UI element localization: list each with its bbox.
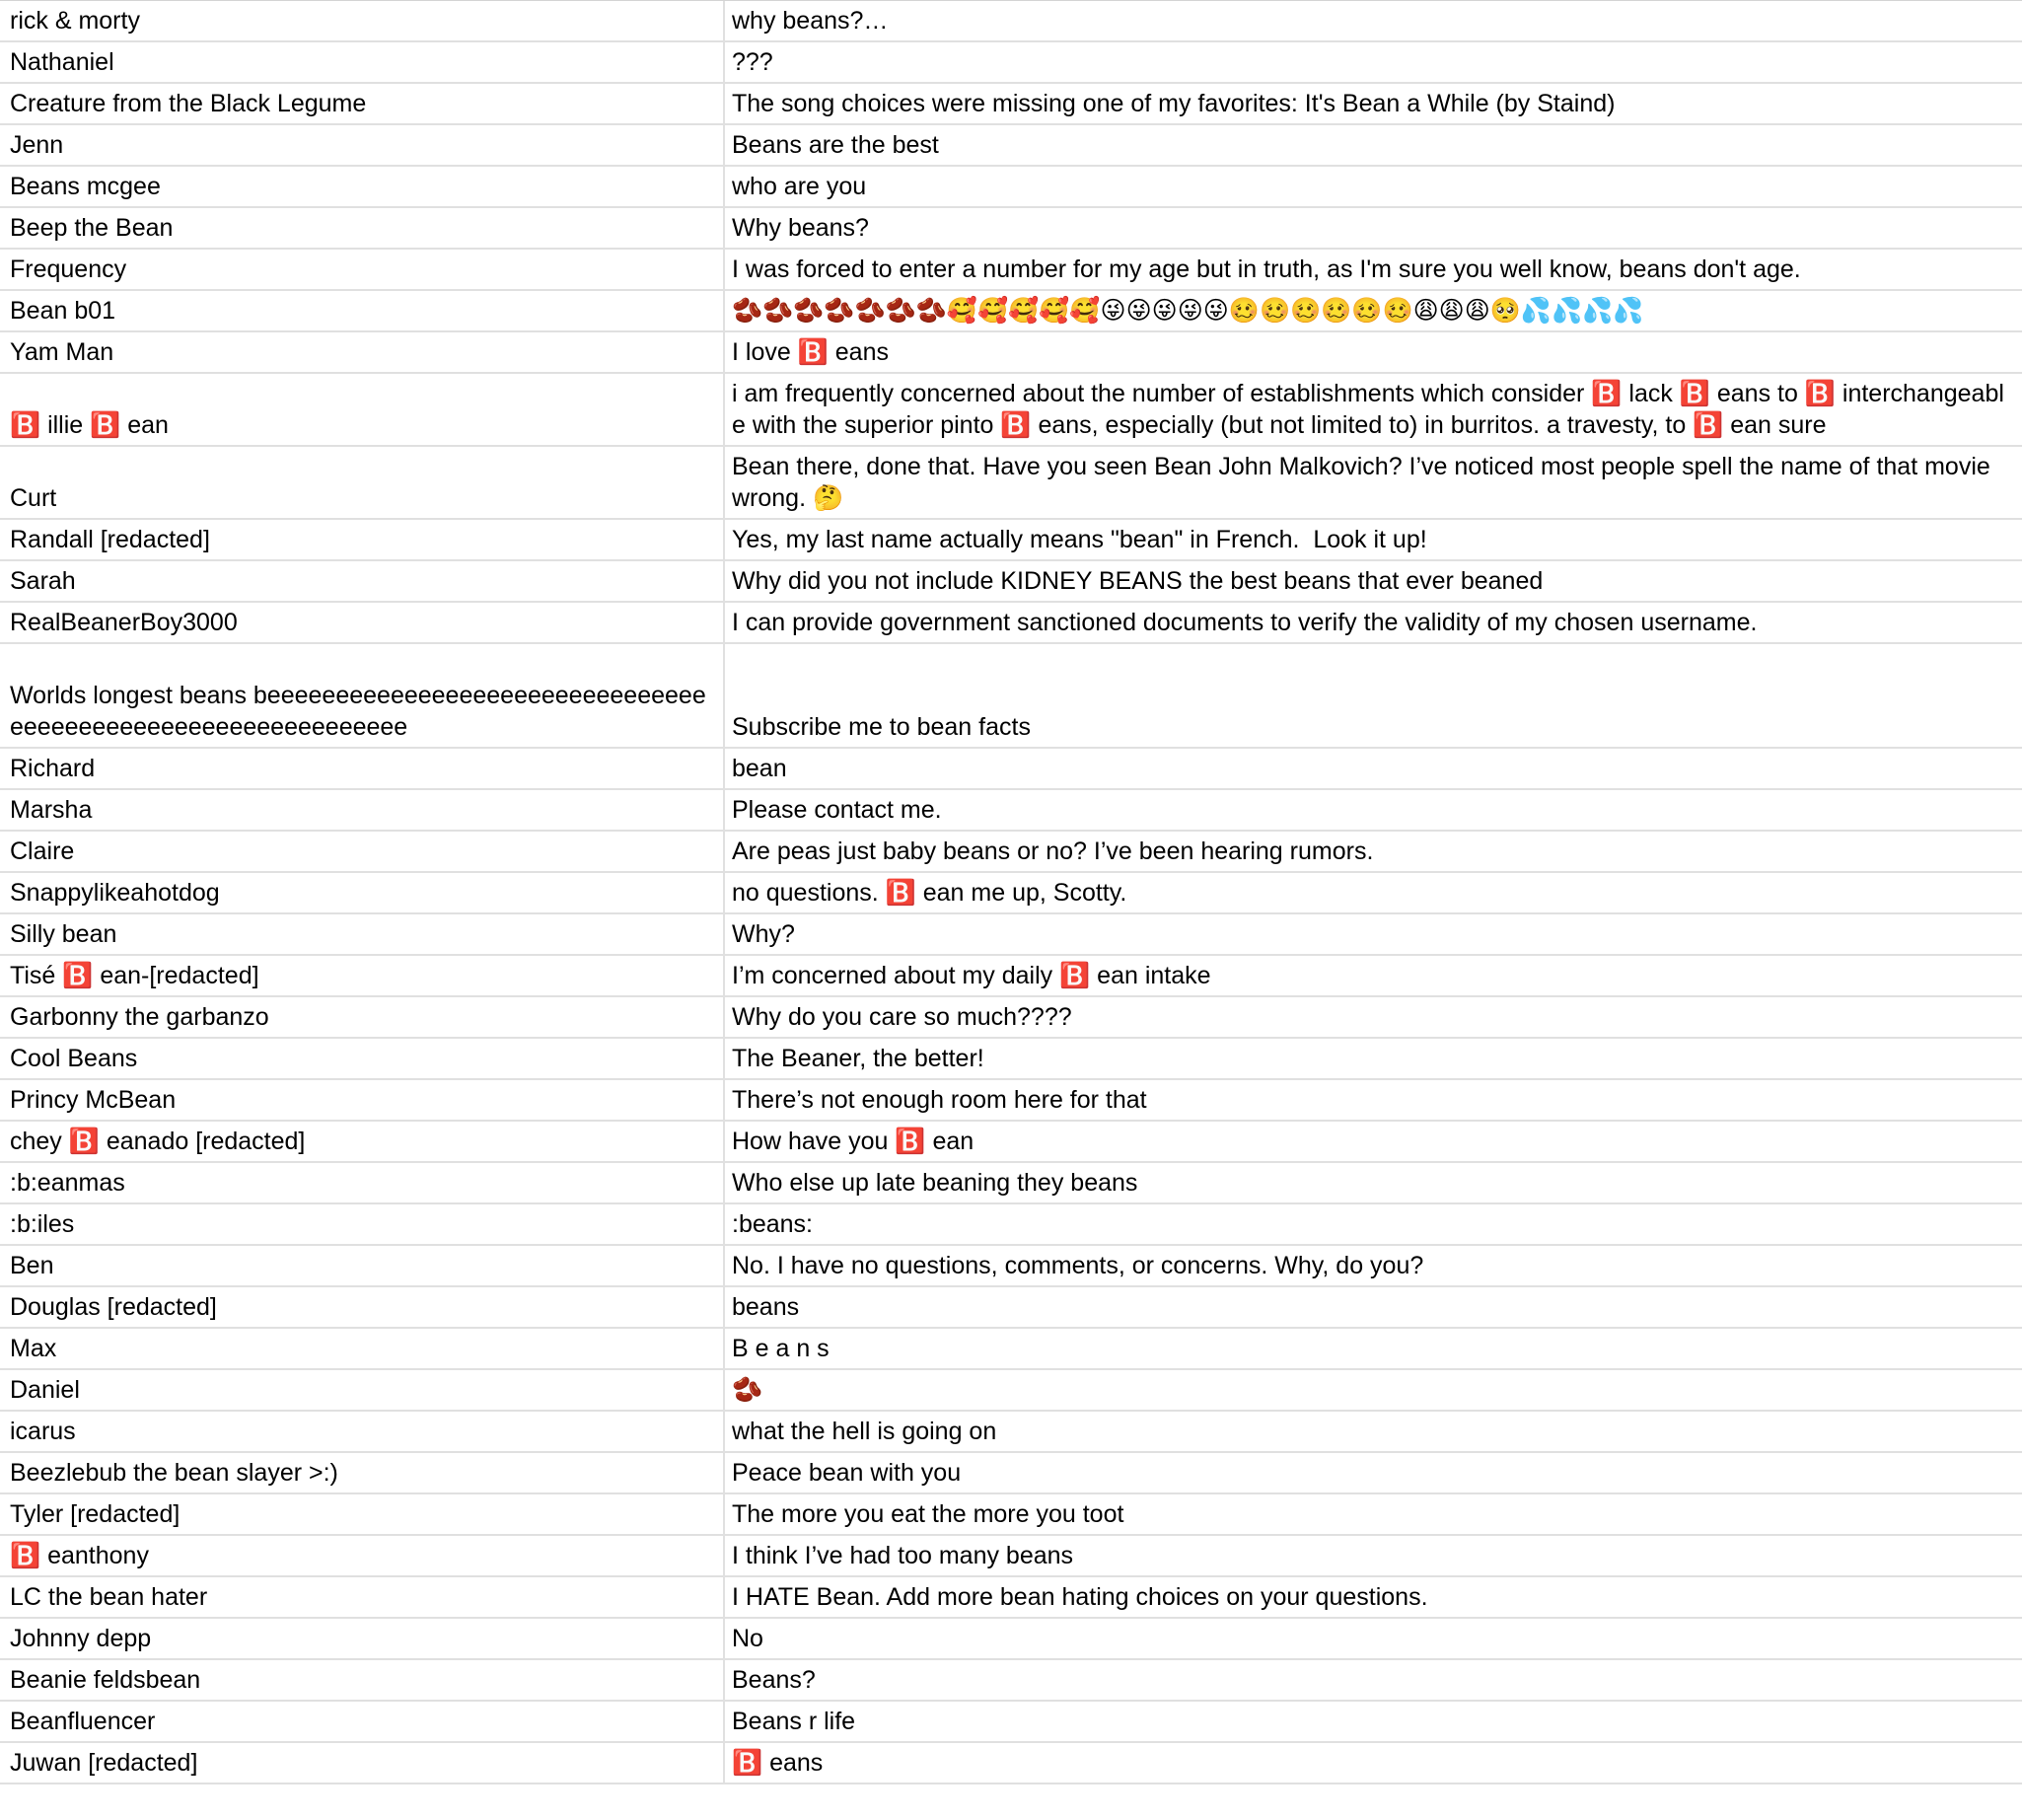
- comment-text: who are you: [732, 173, 867, 200]
- name-text: LC the bean hater: [10, 1583, 208, 1611]
- comment-text: B e a n s: [732, 1335, 830, 1362]
- name-cell[interactable]: [0, 1329, 725, 1368]
- name-text: Cool Beans: [10, 1045, 138, 1072]
- comment-text: The song choices were missing one of my favorites: It's Bean a While (by Staind): [732, 90, 1616, 117]
- comment-text: I’m concerned about my daily 🅱️ ean intake: [732, 962, 1211, 989]
- name-text: Beep the Bean: [10, 214, 174, 242]
- comment-text: Yes, my last name actually means "bean" in French. Look it up!: [732, 526, 1427, 553]
- comment-cell[interactable]: [725, 1329, 2022, 1368]
- name-cell[interactable]: [0, 1370, 725, 1410]
- name-cell[interactable]: [0, 561, 725, 601]
- comment-cell[interactable]: [725, 1039, 2022, 1078]
- name-cell[interactable]: [0, 208, 725, 248]
- name-text: Snappylikeahotdog: [10, 879, 220, 907]
- name-cell[interactable]: [0, 332, 725, 372]
- name-text: Max: [10, 1335, 57, 1362]
- name-text: Beanie feldsbean: [10, 1666, 201, 1694]
- name-cell[interactable]: [0, 1122, 725, 1161]
- table-row: [0, 447, 2022, 520]
- name-text: Jenn: [10, 131, 64, 159]
- comment-text: I think I’ve had too many beans: [732, 1542, 1074, 1569]
- comment-text: Beans?: [732, 1666, 816, 1694]
- comment-cell[interactable]: [725, 520, 2022, 559]
- name-text: 🅱️ eanthony: [10, 1542, 149, 1569]
- comment-text: Why beans?: [732, 214, 869, 242]
- comment-cell[interactable]: [725, 1660, 2022, 1700]
- comment-cell[interactable]: [725, 84, 2022, 123]
- name-text: rick & morty: [10, 7, 140, 35]
- name-text: Claire: [10, 837, 75, 865]
- comment-cell[interactable]: [725, 1287, 2022, 1327]
- name-cell[interactable]: [0, 291, 725, 330]
- name-cell[interactable]: [0, 1453, 725, 1492]
- name-text: Richard: [10, 755, 96, 782]
- name-cell[interactable]: [0, 1287, 725, 1327]
- table-row: [0, 644, 2022, 749]
- comment-text: no questions. 🅱️ ean me up, Scotty.: [732, 879, 1127, 907]
- comment-cell[interactable]: [725, 1163, 2022, 1202]
- table-row: [0, 1702, 2022, 1743]
- name-cell[interactable]: [0, 1246, 725, 1285]
- name-cell[interactable]: [0, 1163, 725, 1202]
- name-text: chey 🅱️ eanado [redacted]: [10, 1128, 306, 1155]
- comment-text: why beans?…: [732, 7, 889, 35]
- table-row: [0, 1743, 2022, 1784]
- name-text: icarus: [10, 1418, 76, 1445]
- name-text: Beans mcgee: [10, 173, 161, 200]
- name-text: Juwan [redacted]: [10, 1749, 198, 1777]
- comment-cell[interactable]: [725, 1577, 2022, 1617]
- comment-cell[interactable]: [725, 125, 2022, 165]
- comment-cell[interactable]: [725, 1702, 2022, 1741]
- comment-cell[interactable]: [725, 1494, 2022, 1534]
- table-row: [0, 291, 2022, 332]
- comment-cell[interactable]: [725, 42, 2022, 82]
- table-row: [0, 1246, 2022, 1287]
- name-text: Beezlebub the bean slayer >:): [10, 1459, 338, 1487]
- table-row: [0, 1453, 2022, 1494]
- comment-text: Why did you not include KIDNEY BEANS the best beans that ever beaned: [732, 567, 1544, 595]
- table-row: [0, 1204, 2022, 1246]
- name-text: Yam Man: [10, 338, 114, 366]
- comment-cell[interactable]: [725, 332, 2022, 372]
- comment-cell[interactable]: [725, 167, 2022, 206]
- name-cell[interactable]: [0, 1660, 725, 1700]
- comment-text: I HATE Bean. Add more bean hating choices on your questions.: [732, 1583, 1428, 1611]
- name-text: Marsha: [10, 796, 93, 824]
- table-row: [0, 914, 2022, 956]
- name-cell[interactable]: [0, 832, 725, 871]
- comment-cell[interactable]: [725, 1536, 2022, 1575]
- name-cell[interactable]: [0, 956, 725, 995]
- comment-cell[interactable]: [725, 1246, 2022, 1285]
- name-cell[interactable]: [0, 447, 725, 518]
- comment-cell[interactable]: [725, 1453, 2022, 1492]
- comment-text: what the hell is going on: [732, 1418, 997, 1445]
- table-row: [0, 790, 2022, 832]
- comment-text: i am frequently concerned about the number of establishments which consider 🅱️ lack 🅱️ eans to 🅱️ interchangeable with the superior pinto 🅱️ eans, especially (but not limited to) in burritos. a travesty, to 🅱️ ean sure: [732, 380, 2004, 439]
- table-row: [0, 208, 2022, 250]
- comment-cell[interactable]: [725, 1370, 2022, 1410]
- comment-text: 🫘🫘🫘🫘🫘🫘🫘🥰🥰🥰🥰🥰😜😜😜😜😜🥴🥴🥴🥴🥴🥴😩😩😩🥺💦💦💦💦: [732, 297, 1644, 325]
- name-text: 🅱️ illie 🅱️ ean: [10, 411, 169, 439]
- name-cell[interactable]: [0, 1039, 725, 1078]
- name-cell[interactable]: [0, 84, 725, 123]
- table-row: [0, 125, 2022, 167]
- name-text: Frequency: [10, 255, 127, 283]
- table-row: [0, 374, 2022, 447]
- name-cell[interactable]: [0, 1204, 725, 1244]
- name-text: Sarah: [10, 567, 76, 595]
- table-row: [0, 250, 2022, 291]
- comment-cell[interactable]: [725, 1, 2022, 40]
- table-row: [0, 1287, 2022, 1329]
- comment-text: 🅱️ eans: [732, 1749, 824, 1777]
- name-text: Tisé 🅱️ ean-[redacted]: [10, 962, 259, 989]
- table-row: [0, 1329, 2022, 1370]
- name-text: :b:iles: [10, 1210, 75, 1238]
- name-cell[interactable]: [0, 42, 725, 82]
- name-cell[interactable]: [0, 873, 725, 912]
- table-row: [0, 749, 2022, 790]
- comment-text: :beans:: [732, 1210, 814, 1238]
- name-text: Garbonny the garbanzo: [10, 1003, 269, 1031]
- name-cell[interactable]: [0, 644, 725, 747]
- comment-cell[interactable]: [725, 644, 2022, 747]
- name-text: Silly bean: [10, 920, 117, 948]
- comment-cell[interactable]: [725, 1412, 2022, 1451]
- name-cell[interactable]: [0, 1, 725, 40]
- name-cell[interactable]: [0, 914, 725, 954]
- table-row: [0, 1536, 2022, 1577]
- comment-cell[interactable]: [725, 914, 2022, 954]
- table-row: [0, 1163, 2022, 1204]
- table-row: [0, 1039, 2022, 1080]
- comment-cell[interactable]: [725, 291, 2022, 330]
- table-row: [0, 167, 2022, 208]
- name-text: :b:eanmas: [10, 1169, 125, 1197]
- comment-cell[interactable]: [725, 1080, 2022, 1120]
- comment-cell[interactable]: [725, 832, 2022, 871]
- table-row: [0, 873, 2022, 914]
- name-text: RealBeanerBoy3000: [10, 609, 238, 636]
- comment-text: Subscribe me to bean facts: [732, 713, 1031, 741]
- table-row: [0, 1619, 2022, 1660]
- comment-cell[interactable]: [725, 790, 2022, 830]
- table-row: [0, 1, 2022, 42]
- name-cell[interactable]: [0, 1577, 725, 1617]
- comment-cell[interactable]: [725, 250, 2022, 289]
- comment-text: I was forced to enter a number for my age but in truth, as I'm sure you well know, beans don't age.: [732, 255, 1801, 283]
- comment-text: How have you 🅱️ ean: [732, 1128, 975, 1155]
- name-cell[interactable]: [0, 1494, 725, 1534]
- name-text: Ben: [10, 1252, 54, 1279]
- comment-cell[interactable]: [725, 1743, 2022, 1783]
- comment-text: There’s not enough room here for that: [732, 1086, 1147, 1114]
- name-cell[interactable]: [0, 167, 725, 206]
- comment-text: Why?: [732, 920, 795, 948]
- comment-cell[interactable]: [725, 997, 2022, 1037]
- comment-cell[interactable]: [725, 956, 2022, 995]
- name-text: Randall [redacted]: [10, 526, 210, 553]
- name-cell[interactable]: [0, 1702, 725, 1741]
- comment-text: Why do you care so much????: [732, 1003, 1072, 1031]
- name-cell[interactable]: [0, 1412, 725, 1451]
- comment-cell[interactable]: [725, 374, 2022, 445]
- comment-text: Beans are the best: [732, 131, 939, 159]
- name-cell[interactable]: [0, 374, 725, 445]
- name-text: Douglas [redacted]: [10, 1293, 217, 1321]
- table-row: [0, 1494, 2022, 1536]
- comment-cell[interactable]: [725, 749, 2022, 788]
- table-row: [0, 42, 2022, 84]
- comment-cell[interactable]: [725, 1619, 2022, 1658]
- name-text: Beanfluencer: [10, 1708, 156, 1735]
- name-text: Princy McBean: [10, 1086, 177, 1114]
- comment-text: beans: [732, 1293, 800, 1321]
- comment-text: Bean there, done that. Have you seen Bean John Malkovich? I’ve noticed most people spell the name of that movie wrong. 🤔: [732, 453, 1997, 512]
- name-text: Daniel: [10, 1376, 80, 1404]
- comment-cell[interactable]: [725, 561, 2022, 601]
- name-cell[interactable]: [0, 1080, 725, 1120]
- table-row: [0, 1080, 2022, 1122]
- table-row: [0, 997, 2022, 1039]
- comment-text: Please contact me.: [732, 796, 942, 824]
- name-text: Curt: [10, 484, 57, 512]
- table-row: [0, 1370, 2022, 1412]
- comment-cell[interactable]: [725, 1204, 2022, 1244]
- name-cell[interactable]: [0, 749, 725, 788]
- name-cell[interactable]: [0, 1619, 725, 1658]
- comment-text: Are peas just baby beans or no? I’ve been hearing rumors.: [732, 837, 1374, 865]
- name-text: Johnny depp: [10, 1625, 152, 1652]
- table-row: [0, 956, 2022, 997]
- comment-text: Beans r life: [732, 1708, 856, 1735]
- table-row: [0, 332, 2022, 374]
- comment-text: The Beaner, the better!: [732, 1045, 984, 1072]
- comment-text: I love 🅱️ eans: [732, 338, 889, 366]
- comment-text: Who else up late beaning they beans: [732, 1169, 1138, 1197]
- table-row: [0, 520, 2022, 561]
- name-cell[interactable]: [0, 790, 725, 830]
- comment-cell[interactable]: [725, 603, 2022, 642]
- table-row: [0, 1660, 2022, 1702]
- table-row: [0, 832, 2022, 873]
- table-row: [0, 1577, 2022, 1619]
- table-row: [0, 84, 2022, 125]
- name-cell[interactable]: [0, 125, 725, 165]
- name-cell[interactable]: [0, 1743, 725, 1783]
- comment-text: No. I have no questions, comments, or concerns. Why, do you?: [732, 1252, 1424, 1279]
- name-cell[interactable]: [0, 997, 725, 1037]
- table-row: [0, 603, 2022, 644]
- name-cell[interactable]: [0, 1536, 725, 1575]
- table-row: [0, 1122, 2022, 1163]
- table-row: [0, 1412, 2022, 1453]
- name-text: Creature from the Black Legume: [10, 90, 367, 117]
- comment-text: 🫘: [732, 1376, 763, 1404]
- comment-text: ???: [732, 48, 773, 76]
- name-text: Bean b01: [10, 297, 116, 325]
- comment-cell[interactable]: [725, 208, 2022, 248]
- comment-cell[interactable]: [725, 1122, 2022, 1161]
- comment-cell[interactable]: [725, 873, 2022, 912]
- name-text: Worlds longest beans beeeeeeeeeeeeeeeeeeeeeeeeeeeeeeeeeeeeeeeeeeeeeeeeeeeeeeeeeeeee: [10, 682, 706, 741]
- comment-text: The more you eat the more you toot: [732, 1500, 1124, 1528]
- name-cell[interactable]: [0, 603, 725, 642]
- name-text: Nathaniel: [10, 48, 114, 76]
- name-text: Tyler [redacted]: [10, 1500, 181, 1528]
- table-row: [0, 561, 2022, 603]
- comment-text: No: [732, 1625, 763, 1652]
- comment-text: Peace bean with you: [732, 1459, 962, 1487]
- comment-text: bean: [732, 755, 787, 782]
- comment-text: I can provide government sanctioned documents to verify the validity of my chosen username.: [732, 609, 1758, 636]
- name-cell[interactable]: [0, 250, 725, 289]
- name-cell[interactable]: [0, 520, 725, 559]
- comment-cell[interactable]: [725, 447, 2022, 518]
